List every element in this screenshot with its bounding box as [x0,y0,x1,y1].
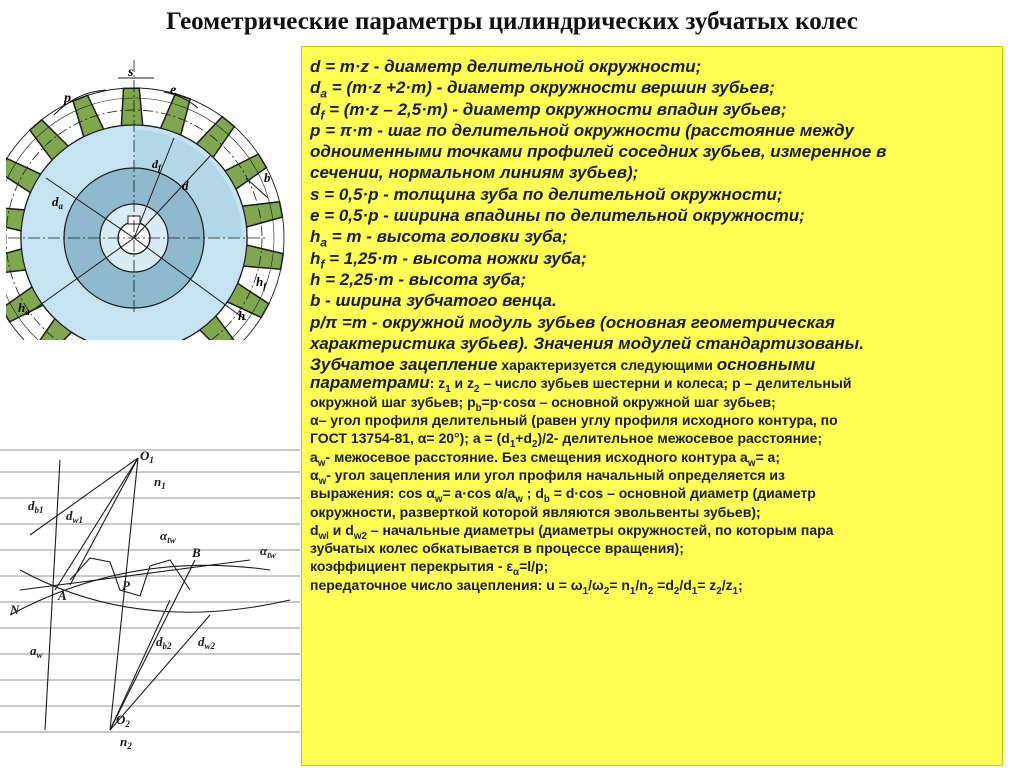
mesh-line-7: $\alpha_w-$ угол зацепления или угол профиля начальный определяется из [310,466,785,487]
line-d: d = m·z - диаметр делительной окружности; [310,57,702,76]
mesh-line-4: α– угол профиля делительный (равен углу профиля исходного контура, по [310,412,838,429]
label-o2: $O_2$ [116,712,130,729]
label-atw: $\alpha_{tw}$ [160,528,176,545]
line-module-1: p/π =m - окружной модуль зубьев (основная геометрическая [310,312,835,332]
label-o1: $O_1$ [140,448,154,465]
label-df: $d_f$ [152,157,161,173]
label-s: s [128,65,134,80]
page-title: Геометрические параметры цилиндрических зубчатых колес [166,8,858,35]
mesh-line-5: ГОСТ 13754-81, α= 20°); $a = (d_1+d_2)/2-$ делительное межосевое расстояние; [310,430,823,451]
line-s: s = 0,5·p - толщина зуба по делительной окружности; [310,184,783,204]
line-b: b - ширина зубчатого венца. [310,291,557,311]
line-e: e = 0,5·p - ширина впадины по делительной окружности; [310,206,805,226]
label-e: e [170,83,177,98]
mesh-line-8: выражения: $\cos \alpha_w= a\cdot\cos$ $\alpha/a_w$ ; $d_b = d\cdot\cos$ – основной диаметр (диаметр [310,485,816,506]
dim-db2 [110,600,170,730]
label-d: d [182,178,189,193]
label-n2: $n_2$ [120,734,132,751]
line-module-2: характеристика зубьев). Значения модулей стандартизованы. [310,333,864,353]
gear-mesh-figure [0,440,300,768]
label-A: A [58,588,67,603]
mesh-line-10: $d_{wl}$ и $d_{w2}$ – начальные диаметры (диаметры окружностей, по которым пара [310,521,834,542]
line-da: $d_a = (m\cdot z +2\cdot m)$ - диаметр окружности вершин зубьев; [310,78,775,101]
gear-drawing [6,60,284,340]
mesh-line-2: параметрами: $z_1$ и $z_2$ – число зубьев шестерни и колеса; p – делительный [310,373,852,396]
line-df: $d_f = (m\cdot z - 2,5\cdot m)$ - диаметр окружности впадин зубьев; [310,99,787,122]
label-b: b [264,170,271,185]
line-p-3: сечении, нормальном линиям зубьев); [310,163,639,183]
label-da: $d_a$ [52,194,63,211]
pitch-arc-1 [10,565,270,615]
label-db1: $d_{b1}$ [28,498,44,515]
label-h: h [238,308,246,323]
mesh-line-1: Зубчатое зацепление характеризуется следующими основными [310,355,816,375]
mesh-line-11: зубчатых колес обкатывается в процессе вращения); [310,540,684,557]
faded-background-text [0,450,300,732]
line-h: h = 2,25·m - высота зуба; [310,269,526,289]
label-ha: $h_a$ [18,300,30,317]
parameters-panel [301,46,1003,766]
label-atw-right: $\alpha_{tw}$ [260,543,276,560]
mesh-line-3: окружной шаг зубьев; $p_b=p\cdot\cos\alpha$ – основной окружной шаг зубьев; [310,393,776,414]
label-db2: $d_{b2}$ [156,634,172,651]
label-dw2: $d_{w2}$ [198,634,216,651]
mesh-line-9: окружности, разверткой которой являются эвольвенты зубьев); [310,503,761,520]
line-p-2: одноименными точками профилей соседних зубьев, измеренное в [310,142,887,162]
label-n1: $n_1$ [154,474,166,491]
mesh-line-12: коэффициент перекрытия - $\varepsilon_\alpha=l/p$; [310,558,549,579]
label-dw1: $d_{w1}$ [66,508,84,525]
label-P: P [122,578,130,593]
label-B: B [192,545,201,560]
label-aw: $a_w$ [30,643,43,660]
line-p-1: p = π·m - шаг по делительной окружности (расстояние между [310,120,854,140]
label-hf: $h_f$ [256,274,267,291]
mesh-line-13: передаточное число зацепления: $u = \omega_1/\omega_2= n_1/n_2 =d_2/d_1= z_2/z_1$; [310,576,743,597]
label-N: N [10,602,20,617]
mesh-line-6: $a_w-$ межосевое расстояние. Без смещения исходного контура $a_w= a$; [310,448,780,469]
gear-geometry-figure [6,50,296,340]
line-ha: $h_a = m$ - высота головки зуба; [310,227,568,250]
line-hf: $h_f = 1,25\cdot m$ - высота ножки зуба; [310,248,587,272]
label-p: p [64,91,71,106]
